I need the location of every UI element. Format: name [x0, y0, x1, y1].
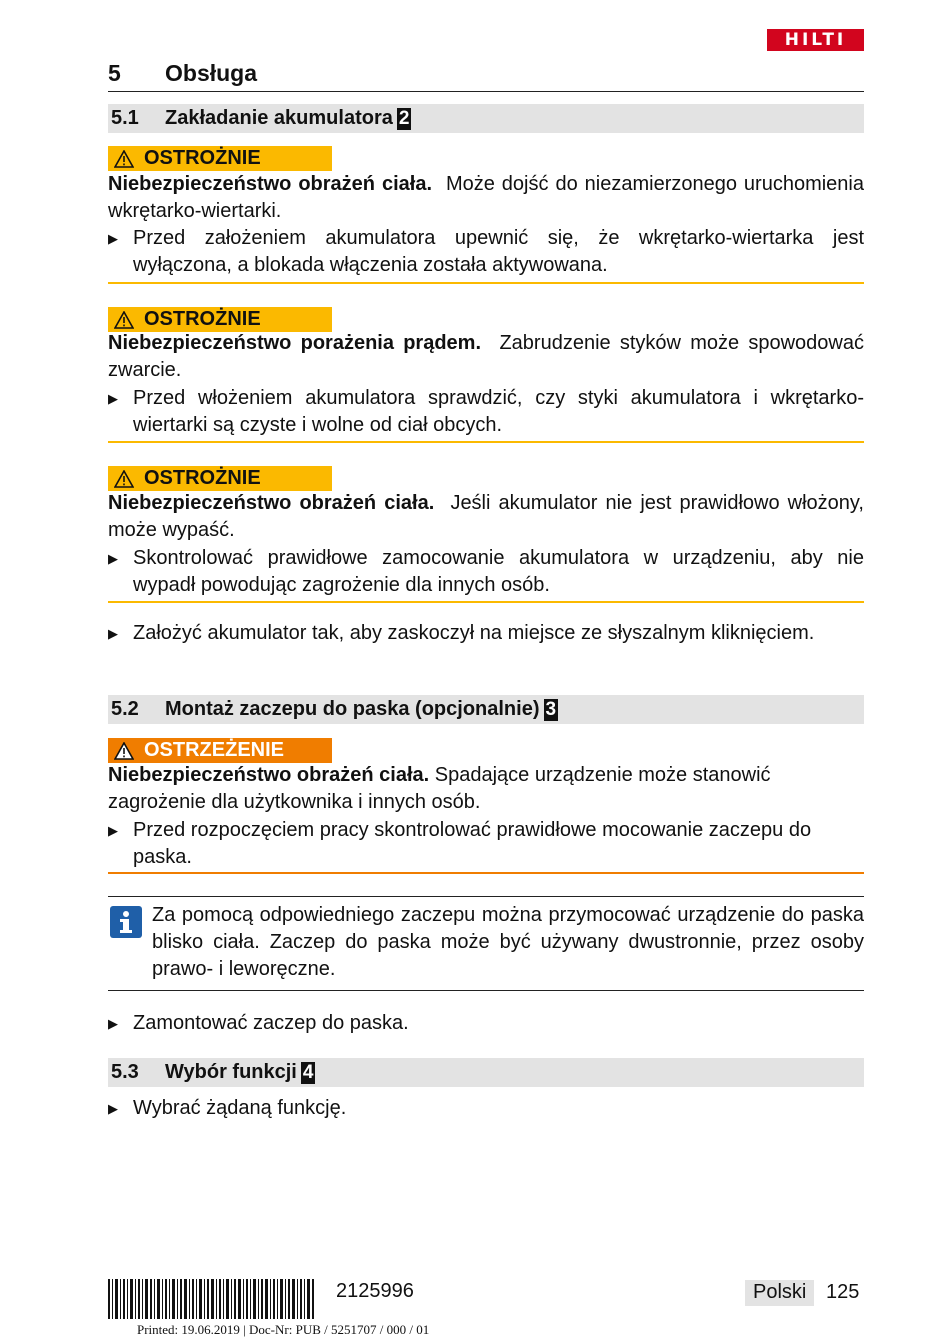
warning-heading: Niebezpieczeństwo obrażeń ciała. [108, 173, 433, 195]
section-number: 5.3 [111, 1061, 139, 1083]
print-info: Printed: 19.06.2019 | Doc-Nr: PUB / 5251707 / 000 / 01 [137, 1322, 430, 1337]
warning-triangle-icon [114, 742, 134, 760]
warning-triangle-icon [114, 470, 134, 488]
barcode-image [108, 1279, 314, 1319]
bullet-arrow-icon: ▶ [108, 626, 118, 641]
warning-step: ▶ Przed założeniem akumulatora upewnić się, że wkrętarko-wiertarka jest wyłączona, a blokada włączenia została aktywowana. [108, 227, 864, 276]
section-number: 5.1 [111, 107, 139, 129]
warning-label-text: OSTROŻNIE [144, 467, 261, 489]
warning-text: Zabrudzenie styków może spowodować zwarcie. [108, 332, 864, 381]
warning-divider [108, 282, 864, 284]
info-bottom-rule [108, 990, 864, 991]
section-title: Montaż zaczepu do paska (opcjonalnie) 3 [165, 698, 557, 720]
info-top-rule [108, 896, 864, 897]
warning-text: Jeśli akumulator nie jest prawidłowo włożony, może wypaść. [108, 492, 864, 541]
warning-label-text: OSTROŻNIE [144, 308, 261, 330]
warning-body [108, 762, 864, 816]
bullet-arrow-icon: ▶ [108, 823, 118, 838]
step-mount-clip: ▶ Zamontować zaczep do paska. [108, 1010, 864, 1037]
warning-body [108, 330, 864, 384]
section-title: Zakładanie akumulatora 2 [165, 107, 410, 129]
section-title: Wybór funkcji 4 [165, 1061, 314, 1083]
info-text: Za pomocą odpowiedniego zaczepu można przymocować urządzenie do paska blisko ciała. Zaczep do paska może być używany dwustronnie, przez osoby prawo- i leworęczne. [152, 904, 864, 980]
bullet-arrow-icon: ▶ [108, 391, 118, 406]
warning-text: Może dojść do niezamierzonego uruchomienia wkrętarko-wiertarki. [108, 173, 864, 222]
step-insert-battery: ▶ Założyć akumulator tak, aby zaskoczył na miejsce ze słyszalnym kliknięciem. [108, 620, 864, 647]
section-heading-5-2 [108, 695, 864, 724]
warning-divider [108, 441, 864, 443]
info-icon [110, 906, 142, 938]
warning-heading: Niebezpieczeństwo obrażeń ciała. [108, 492, 435, 514]
figure-reference: 3 [545, 699, 557, 720]
language-label: Polski [745, 1280, 814, 1306]
chapter-title: Obsługa [165, 60, 258, 86]
bullet-arrow-icon: ▶ [108, 1101, 118, 1116]
warning-step: ▶ Przed rozpoczęciem pracy skontrolować prawidłowe mocowanie zaczepu do paska. [108, 819, 812, 868]
warning-divider [108, 872, 864, 874]
figure-reference: 4 [302, 1062, 314, 1083]
warning-heading: Niebezpieczeństwo porażenia prądem. [108, 332, 481, 354]
hilti-logo: HILTI [767, 29, 864, 51]
warning-body [108, 490, 864, 544]
warning-triangle-icon [114, 150, 134, 168]
bullet-arrow-icon: ▶ [108, 1016, 118, 1031]
bullet-arrow-icon: ▶ [108, 551, 118, 566]
warning-triangle-icon [114, 311, 134, 329]
warning-step: ▶ Przed włożeniem akumulatora sprawdzić, czy styki akumulatora i wkrętarko-wiertarki są czyste i wolne od ciał obcych. [108, 387, 864, 436]
caution-label [108, 466, 332, 491]
caution-label [108, 146, 332, 171]
section-number: 5.2 [111, 698, 139, 720]
warning-step: ▶ Skontrolować prawidłowe zamocowanie akumulatora w urządzeniu, aby nie wypadł powodując zagrożenie dla innych osób. [108, 547, 864, 596]
section-heading-5-3 [108, 1058, 864, 1087]
warning-label [108, 738, 332, 763]
warning-text: Spadające urządzenie może stanowić zagrożenie dla użytkownika i innych osób. [108, 764, 771, 813]
document-number: 2125996 [336, 1280, 414, 1302]
chapter-heading [108, 58, 864, 92]
figure-reference: 2 [398, 108, 410, 129]
caution-label [108, 307, 332, 332]
page-number: 125 [826, 1281, 860, 1303]
warning-divider [108, 601, 864, 603]
section-heading-5-1 [108, 104, 864, 133]
bullet-arrow-icon: ▶ [108, 231, 118, 246]
warning-heading: Niebezpieczeństwo obrażeń ciała. [108, 764, 430, 786]
step-select-function: ▶ Wybrać żądaną funkcję. [108, 1095, 864, 1122]
warning-label-text: OSTRZEŻENIE [144, 739, 285, 761]
chapter-number: 5 [108, 60, 121, 86]
warning-label-text: OSTROŻNIE [144, 147, 261, 169]
warning-body [108, 171, 864, 225]
